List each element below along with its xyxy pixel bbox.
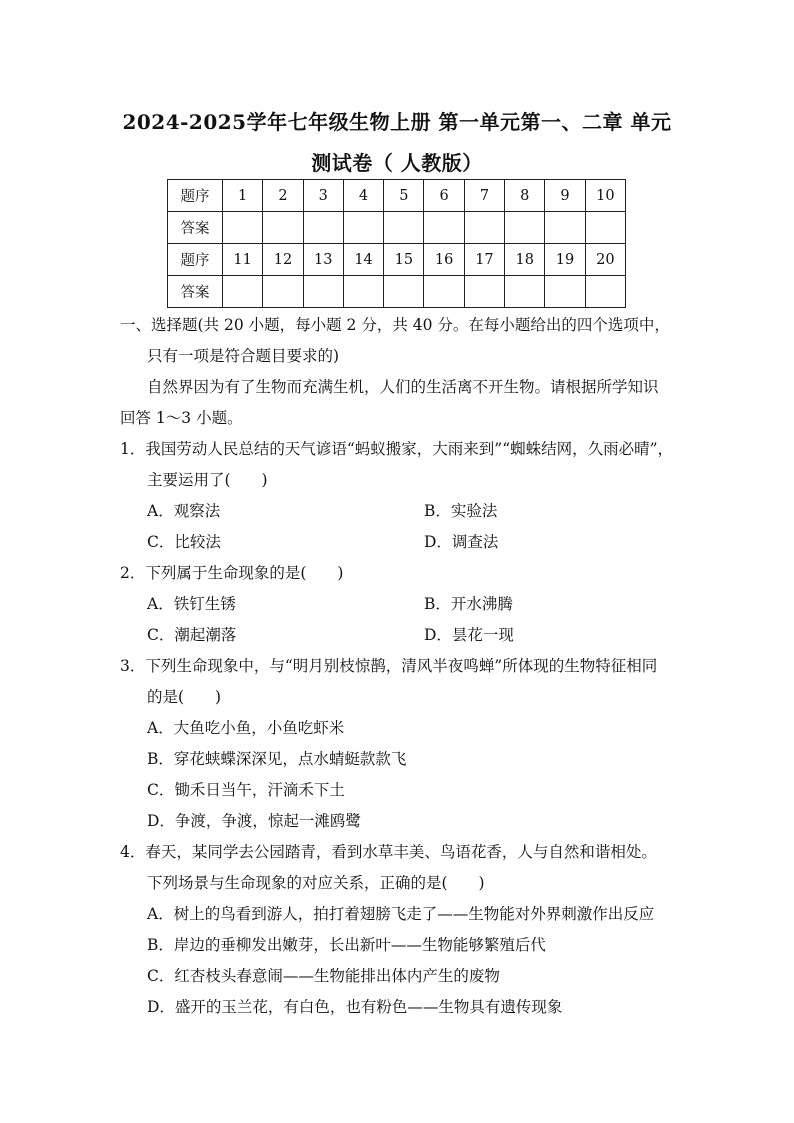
- answer-cell[interactable]: [223, 212, 263, 244]
- question-number-cell: 4: [343, 180, 383, 212]
- section-heading-cont: 只有一项是符合题目要求的): [147, 347, 340, 365]
- answer-cell[interactable]: [343, 212, 383, 244]
- answer-cell[interactable]: [545, 276, 585, 308]
- answer-cell[interactable]: [585, 276, 625, 308]
- question-2-stem: 2．下列属于生命现象的是( ): [120, 564, 344, 582]
- exam-title-line2: 测试卷（ 人教版）: [311, 151, 483, 175]
- question-1-option-a[interactable]: A．观察法: [147, 502, 221, 520]
- question-number-cell: 18: [505, 244, 545, 276]
- question-2-option-c[interactable]: C．潮起潮落: [147, 626, 237, 644]
- question-1-option-b[interactable]: B．实验法: [424, 502, 498, 520]
- question-number-cell: 11: [223, 244, 263, 276]
- question-number-cell: 13: [303, 244, 343, 276]
- answer-cell[interactable]: [303, 212, 343, 244]
- section-intro-cont: 回答 1～3 小题。: [120, 409, 243, 427]
- question-4-option-a[interactable]: A．树上的鸟看到游人，拍打着翅膀飞走了——生物能对外界刺激作出反应: [147, 905, 655, 923]
- question-2-option-b[interactable]: B．开水沸腾: [424, 595, 513, 613]
- question-number-cell: 15: [384, 244, 424, 276]
- question-number-cell: 2: [263, 180, 303, 212]
- row-label: 答案: [168, 276, 223, 308]
- question-3-option-b[interactable]: B．穿花蛱蝶深深见，点水蜻蜓款款飞: [147, 750, 407, 768]
- table-row: [168, 244, 626, 276]
- table-row: [168, 180, 626, 212]
- question-number-cell: 1: [223, 180, 263, 212]
- question-4-option-c[interactable]: C．红杏枝头春意闹——生物能排出体内产生的废物: [147, 967, 500, 985]
- answer-cell[interactable]: [464, 276, 504, 308]
- question-4-stem: 4．春天，某同学去公园踏青，看到水草丰美、鸟语花香，人与自然和谐相处。: [120, 843, 657, 861]
- answer-cell[interactable]: [223, 276, 263, 308]
- answer-cell[interactable]: [424, 276, 464, 308]
- question-number-cell: 17: [464, 244, 504, 276]
- answer-grid: [167, 179, 626, 308]
- question-number-cell: 9: [545, 180, 585, 212]
- answer-cell[interactable]: [343, 276, 383, 308]
- question-number-cell: 7: [464, 180, 504, 212]
- question-number-cell: 14: [343, 244, 383, 276]
- question-number-cell: 16: [424, 244, 464, 276]
- table-row: [168, 276, 626, 308]
- row-label: 题序: [168, 180, 223, 212]
- answer-cell[interactable]: [585, 212, 625, 244]
- question-number-cell: 3: [303, 180, 343, 212]
- row-label: 答案: [168, 212, 223, 244]
- question-1-stem: 1．我国劳动人民总结的天气谚语“蚂蚁搬家，大雨来到”“蜘蛛结网，久雨必晴”，: [120, 440, 674, 458]
- section-heading: 一、选择题(共 20 小题，每小题 2 分，共 40 分。在每小题给出的四个选项中，: [120, 316, 670, 334]
- answer-cell[interactable]: [303, 276, 343, 308]
- question-number-cell: 10: [585, 180, 625, 212]
- question-number-cell: 12: [263, 244, 303, 276]
- question-number-cell: 6: [424, 180, 464, 212]
- answer-cell[interactable]: [505, 212, 545, 244]
- question-2-option-a[interactable]: A．铁钉生锈: [147, 595, 236, 613]
- question-number-cell: 5: [384, 180, 424, 212]
- question-4-option-d[interactable]: D．盛开的玉兰花，有白色，也有粉色——生物具有遗传现象: [147, 998, 563, 1016]
- answer-cell[interactable]: [545, 212, 585, 244]
- answer-cell[interactable]: [505, 276, 545, 308]
- question-1-option-c[interactable]: C．比较法: [147, 533, 221, 551]
- row-label: 题序: [168, 244, 223, 276]
- question-1-stem-cont: 主要运用了( ): [147, 471, 268, 489]
- question-3-option-c[interactable]: C．锄禾日当午，汗滴禾下土: [147, 781, 345, 799]
- question-4-option-b[interactable]: B．岸边的垂柳发出嫩芽，长出新叶——生物能够繁殖后代: [147, 936, 546, 954]
- answer-cell[interactable]: [384, 276, 424, 308]
- table-row: [168, 212, 626, 244]
- question-3-stem-cont: 的是( ): [147, 688, 222, 706]
- question-2-option-d[interactable]: D．昙花一现: [424, 626, 514, 644]
- question-number-cell: 19: [545, 244, 585, 276]
- section-intro: 自然界因为有了生物而充满生机，人们的生活离不开生物。请根据所学知识: [147, 378, 659, 396]
- question-3-option-a[interactable]: A．大鱼吃小鱼，小鱼吃虾米: [147, 719, 345, 737]
- question-4-stem-cont: 下列场景与生命现象的对应关系，正确的是( ): [147, 874, 485, 892]
- answer-cell[interactable]: [424, 212, 464, 244]
- exam-title-line1: 2024-2025学年七年级生物上册 第一单元第一、二章 单元: [122, 110, 672, 134]
- answer-cell[interactable]: [464, 212, 504, 244]
- answer-cell[interactable]: [263, 276, 303, 308]
- question-1-option-d[interactable]: D．调查法: [424, 533, 499, 551]
- question-3-stem: 3．下列生命现象中，与“明月别枝惊鹊，清风半夜鸣蝉”所体现的生物特征相同: [120, 657, 658, 675]
- answer-cell[interactable]: [263, 212, 303, 244]
- question-number-cell: 20: [585, 244, 625, 276]
- question-3-option-d[interactable]: D．争渡，争渡，惊起一滩鸥鹭: [147, 812, 361, 830]
- answer-cell[interactable]: [384, 212, 424, 244]
- question-number-cell: 8: [505, 180, 545, 212]
